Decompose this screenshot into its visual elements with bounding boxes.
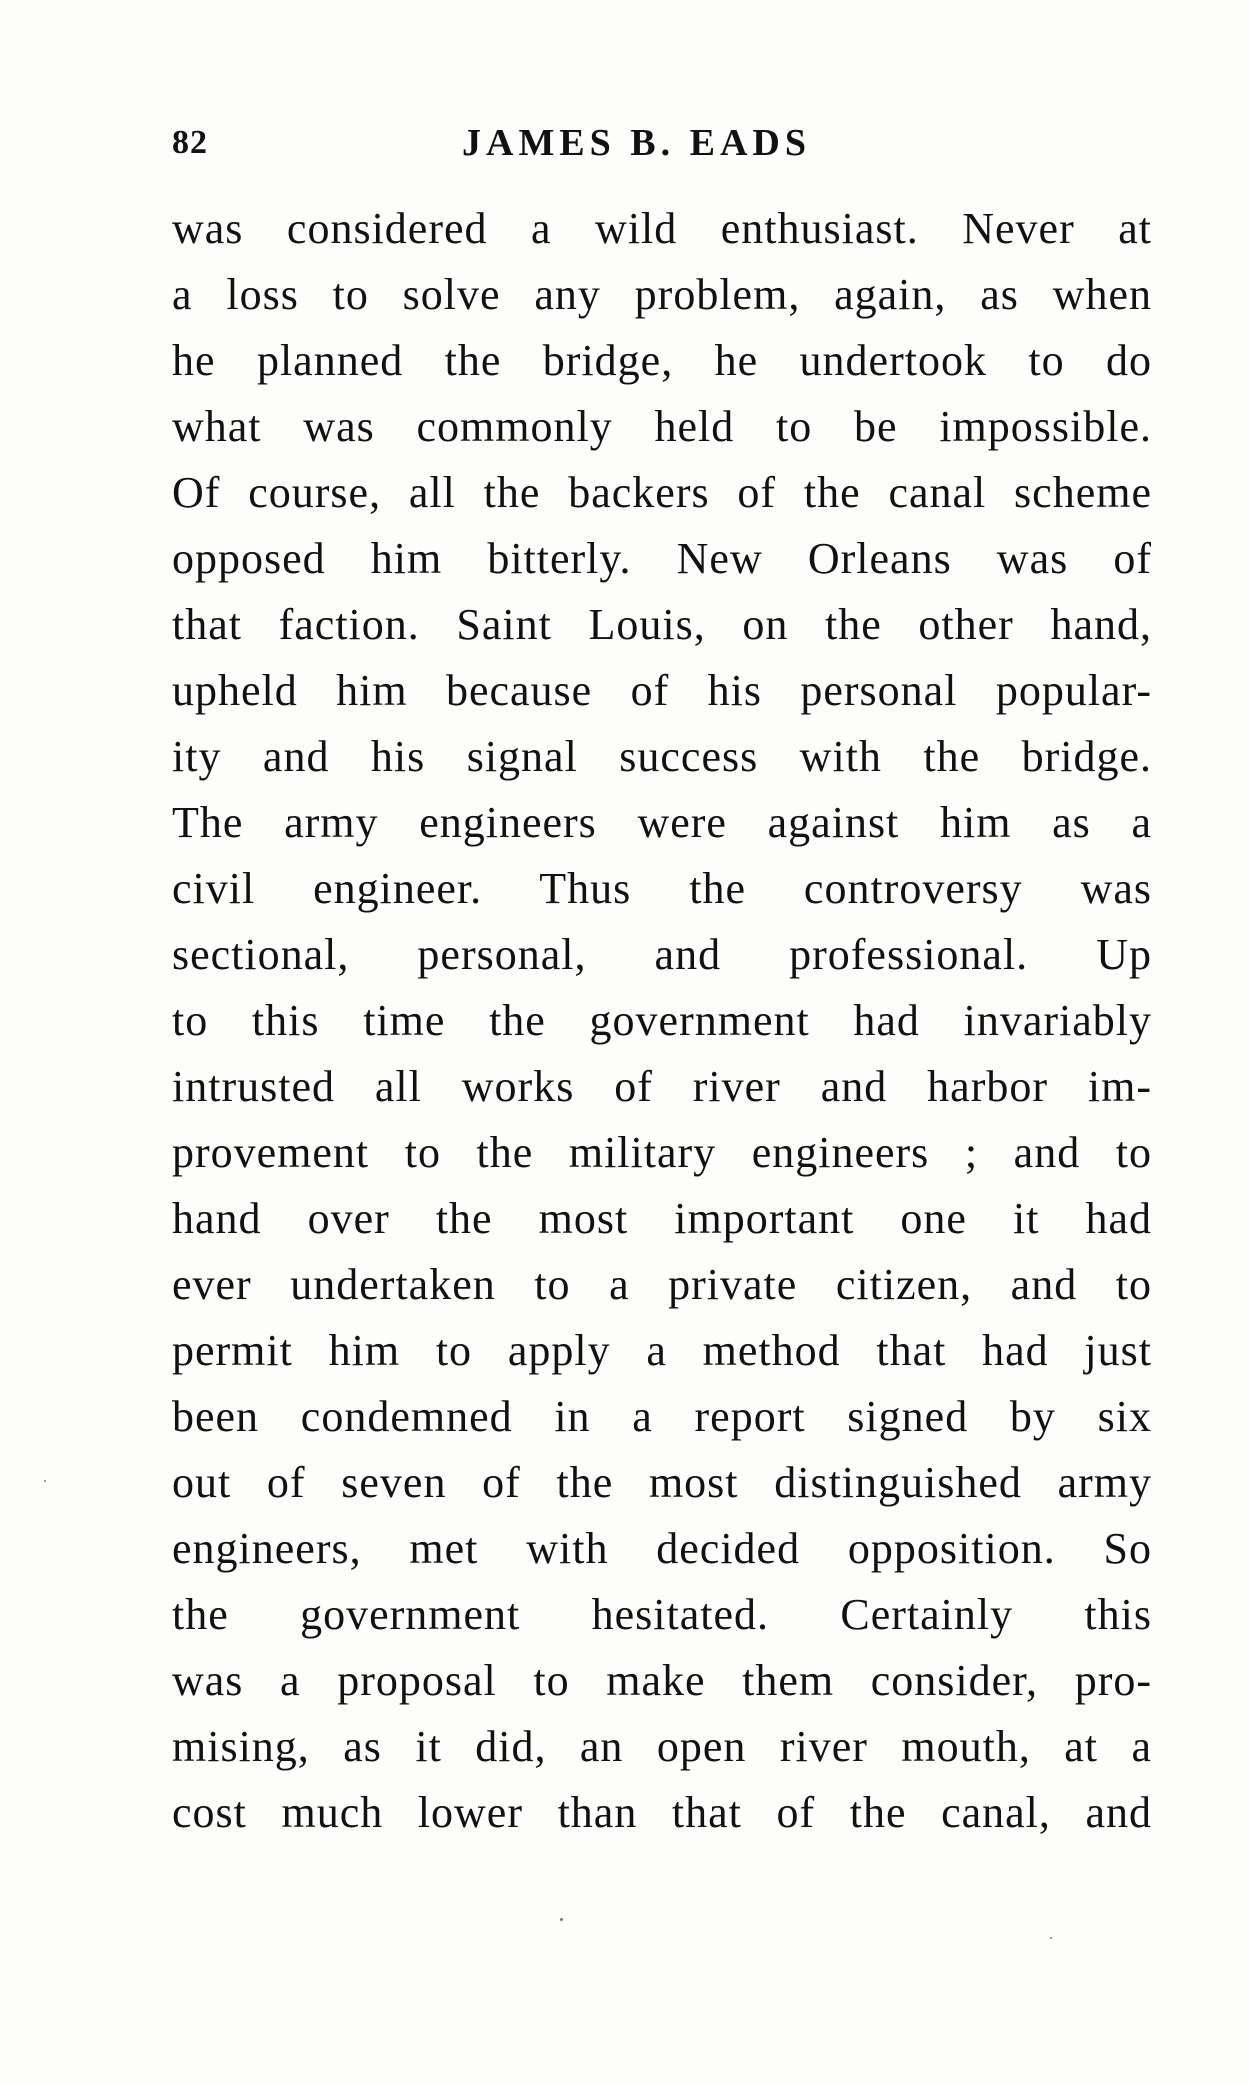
text-line: engineers, met with decided opposition. So: [172, 1524, 1152, 1573]
paper-speck: [1050, 1937, 1052, 1939]
text-line: hand over the most important one it had: [172, 1194, 1152, 1243]
text-line: The army engineers were against him as a: [172, 798, 1152, 847]
text-line: upheld him because of his personal popular-: [172, 666, 1152, 715]
text-line: what was commonly held to be impossible.: [172, 402, 1152, 451]
text-line: that faction. Saint Louis, on the other hand,: [172, 600, 1152, 649]
text-line: permit him to apply a method that had just: [172, 1326, 1152, 1375]
text-line: opposed him bitterly. New Orleans was of: [172, 534, 1152, 583]
text-line: intrusted all works of river and harbor im-: [172, 1062, 1152, 1111]
text-line: was a proposal to make them consider, pro-: [172, 1656, 1152, 1705]
text-line: been condemned in a report signed by six: [172, 1392, 1152, 1441]
page-number: 82: [172, 124, 208, 161]
running-title: JAMES B. EADS: [462, 122, 811, 164]
paper-speck: [560, 1918, 563, 1921]
text-line: mising, as it did, an open river mouth, at a: [172, 1722, 1152, 1771]
text-line: Of course, all the backers of the canal scheme: [172, 468, 1152, 517]
text-line: was considered a wild enthusiast. Never at: [172, 204, 1152, 253]
text-line: ity and his signal success with the bridge.: [172, 732, 1152, 781]
text-line: out of seven of the most distinguished army: [172, 1458, 1152, 1507]
text-line: civil engineer. Thus the controversy was: [172, 864, 1152, 913]
text-line: the government hesitated. Certainly this: [172, 1590, 1152, 1639]
running-head: [172, 118, 862, 168]
text-line: ever undertaken to a private citizen, and to: [172, 1260, 1152, 1309]
text-line: to this time the government had invariably: [172, 996, 1152, 1045]
text-line: provement to the military engineers ; and to: [172, 1128, 1152, 1177]
text-line: sectional, personal, and professional. Up: [172, 930, 1152, 979]
text-line: a loss to solve any problem, again, as when: [172, 270, 1152, 319]
text-line: cost much lower than that of the canal, and: [172, 1788, 1152, 1837]
text-line: he planned the bridge, he undertook to do: [172, 336, 1152, 385]
body-text: [172, 196, 1152, 1846]
paper-speck: [44, 1480, 46, 1482]
